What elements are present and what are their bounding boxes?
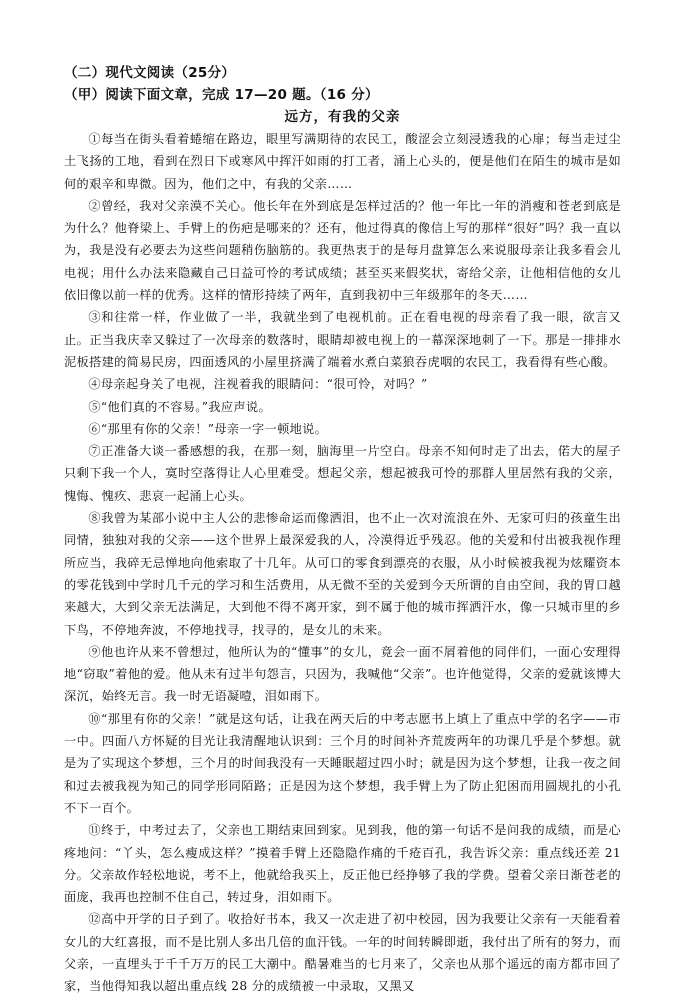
paragraph-11: ⑪终于，中考过去了，父亲也工期结束回到家。见到我，他的第一句话不是问我的成绩，而是心疼地问：“丫头，怎么瘦成这样？”摸着手臂上还隐隐作痛的千疮百孔，我告诉父亲：重点线还差 21 分。父亲故作轻松地说，考不上，他就给我买上，反正他已经挣够了我的学费。望着父亲日渐苍老的面庞，我再也控制不住自己，转过身，泪如雨下。 — [64, 823, 621, 905]
paragraph-6: ⑥“那里有你的父亲！”母亲一字一顿地说。 — [88, 421, 328, 436]
paragraph-7: ⑦正准备大谈一番感想的我，在那一刻，脑海里一片空白。母亲不知何时走了出去，偌大的屋子只剩下我一个人，寞时空落得让人心里难受。想起父亲，想起被我可怜的那群人里居然有我的父亲，愧悔、愧疚、悲哀一起涌上心头。 — [64, 444, 621, 503]
part-title: （甲）阅读下面文章，完成 17—20 题。（16 分） — [64, 87, 379, 103]
paragraph-2: ②曾经，我对父亲漠不关心。他长年在外到底是怎样过活的？他一年比一年的消瘦和苍老到底是为什么？他脊梁上、手臂上的伤疤是哪来的？还有，他过得真的像信上写的那样“很好”吗？我一直以为，我是没有必要去为这些问题稍伤脑筋的。我更热衷于的是每月盘算怎么来说服母亲让我多看会儿电视；用什么办法来隐藏自己日益可怜的考试成绩；甚至买来假奖状，寄给父亲，让他相信他的女儿依旧像以前一样的优秀。这样的情形持续了两年，直到我初中三年级那年的冬天…… — [64, 198, 621, 303]
paragraph-12: ⑫高中开学的日子到了。收拾好书本，我又一次走进了初中校园，因为我要让父亲有一天能看着女儿的大红喜报，而不是比别人多出几倍的血汗钱。一年的时间转瞬即逝，我付出了所有的努力，而父亲，一直埋头于千千万万的民工大潮中。酷暑难当的七月来了，父亲也从那个遥远的南方都市回了家，当他得知我以超出重点线 28 分的成绩被一中录取，又黑又 — [64, 912, 621, 994]
paragraph-8: ⑧我曾为某部小说中主人公的悲惨命运而像洒泪，也不止一次对流浪在外、无家可归的孩童生出同情，独独对我的父亲——这个世界上最深爱我的人，冷漠得近乎残忍。他的关爱和付出被我视作理所应当，我碎无忌惮地向他索取了十几年。从可口的零食到漂亮的衣服，从小时候被我视为炫耀资本的零花钱到中学时几千元的学习和生活费用，从无微不至的关爱到今天所谓的自由空间，我的胃口越来越大，大到父亲无法满足，大到他不得不离开家，到不属于他的城市挥洒汗水，像一只城市里的乡下鸟，不停地奔波，不停地找寻，找寻的，是女儿的未来。 — [64, 511, 621, 637]
paragraph-4: ④母亲起身关了电视，注视着我的眼睛问：“很可怜，对吗？” — [88, 377, 428, 392]
paragraph-3: ③和往常一样，作业做了一半，我就坐到了电视机前。正在看电视的母亲看了我一眼，欲言又止。正当我庆幸又躲过了一次母亲的数落时，眼睛却被电视上的一幕深深地刺了一下。那是一排排水泥板搭建的简易民房，四面透风的小屋里挤满了端着水煮白菜狼吞虎咽的农民工，我看得有些心酸。 — [64, 310, 621, 369]
article-body — [64, 128, 621, 998]
article-title: 远方，有我的父亲 — [284, 109, 401, 125]
paragraph-1: ①每当在街头看着蜷缩在路边，眼里写满期待的农民工，酸涩会立刻浸透我的心扉；每当走过尘土飞扬的工地，看到在烈日下或寒风中挥汗如雨的打工者，涌上心头的，便是他们在陌生的城市是如何的艰辛和卑微。因为，他们之中，有我的父亲…… — [64, 132, 621, 191]
paragraph-5: ⑤“他们真的不容易。”我应声说。 — [88, 399, 271, 414]
section-title: （二）现代文阅读（25分） — [64, 65, 236, 81]
paragraph-9: ⑨他也许从来不曾想过，他所认为的“懂事”的女儿，竟会一面不屑着他的同伴们，一面心安理得地“窃取”着他的爱。他从未有过半句怨言，只因为，我喊他“父亲”。也许他觉得，父亲的爱就该博大深沉，始终无言。我一时无语凝噎，泪如雨下。 — [64, 644, 621, 704]
paragraph-10: ⑩“那里有你的父亲！”就是这句话，让我在两天后的中考志愿书上填上了重点中学的名字——市一中。四面八方怀疑的目光让我清醒地认识到：三个月的时间补齐荒废两年的功课几乎是个梦想。就是为了实现这个梦想，三个月的时间我没有一天睡眠超过四小时；就是因为这个梦想，让我一夜之间和过去被我视为知己的同学形同陌路；正是因为这个梦想，我手臂上为了防止犯困而用圆规扎的小孔不下一百个。 — [64, 711, 621, 815]
